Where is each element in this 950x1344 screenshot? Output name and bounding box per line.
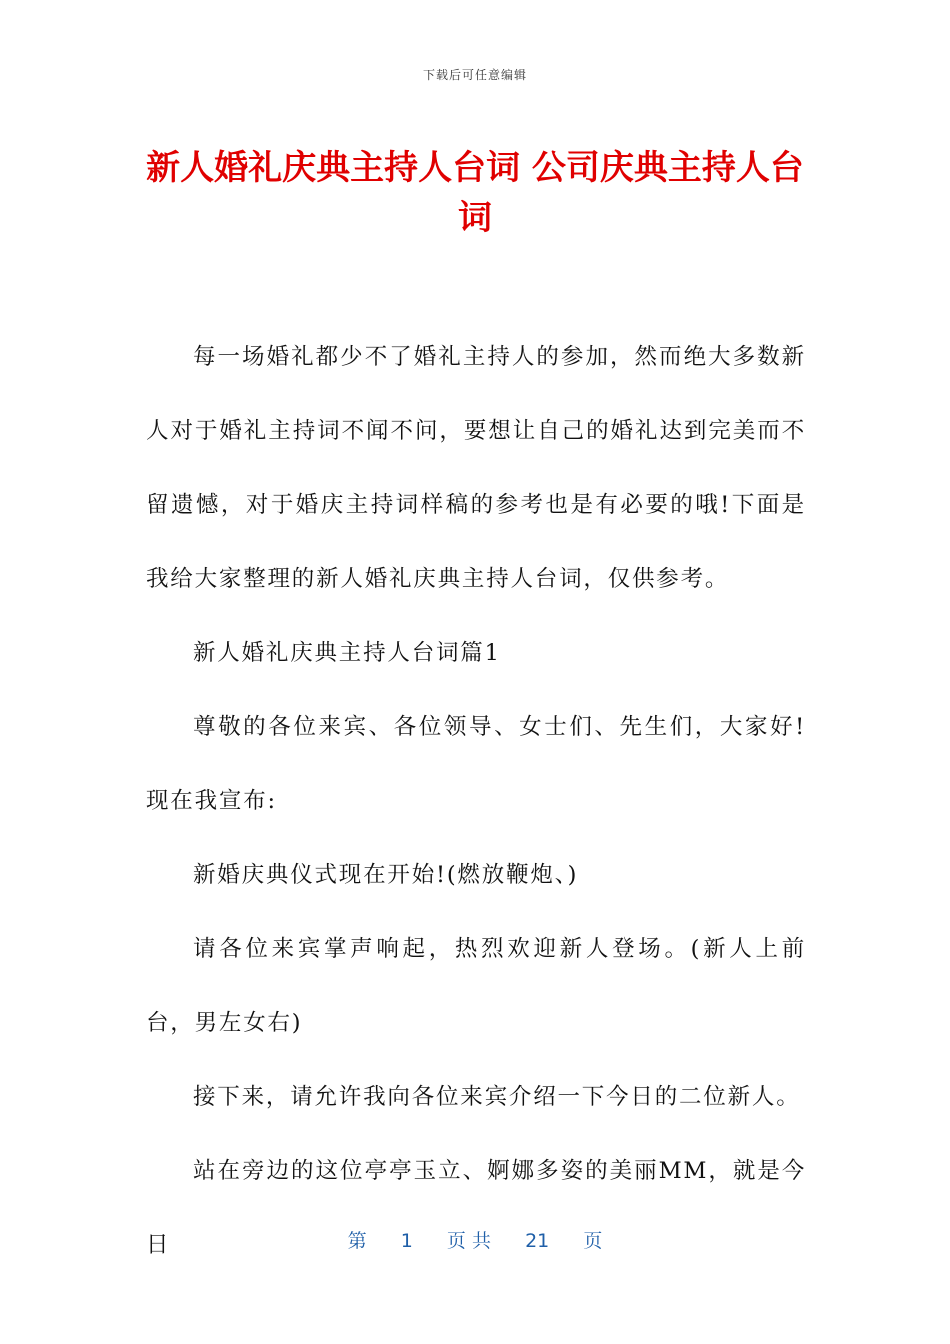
paragraph-welcome: 请各位来宾掌声响起，热烈欢迎新人登场。(新人上前台，男左女右) (146, 936, 806, 1036)
footer-current-page: 1 (400, 1230, 413, 1252)
paragraph-bride: 站在旁边的这位亭亭玉立、婀娜多姿的美丽MM，就是今日 (146, 1158, 806, 1258)
paragraph-intro: 每一场婚礼都少不了婚礼主持人的参加，然而绝大多数新人对于婚礼主持词不闻不问，要想让自己的婚礼达到完美而不留遗憾，对于婚庆主持词样稿的参考也是有必要的哦!下面是我给大家整理的新人婚礼庆典主持人台词，仅供参考。 (146, 344, 806, 592)
section-heading: 新人婚礼庆典主持人台词篇1 (193, 640, 501, 666)
header-note: 下载后可任意编辑 (422, 68, 527, 82)
page-footer (0, 1226, 950, 1253)
footer-suffix: 页 (583, 1230, 603, 1252)
footer-prefix: 第 (347, 1230, 367, 1252)
paragraph-greeting: 尊敬的各位来宾、各位领导、女士们、先生们，大家好!现在我宣布: (146, 714, 806, 814)
paragraph-ceremony-start: 新婚庆典仪式现在开始!(燃放鞭炮、) (193, 862, 579, 888)
footer-total-pages: 21 (525, 1230, 550, 1252)
document-body (146, 320, 806, 1282)
footer-middle: 页 共 (446, 1230, 491, 1252)
document-title: 新人婚礼庆典主持人台词 公司庆典主持人台词 (146, 148, 804, 238)
paragraph-introduction: 接下来，请允许我向各位来宾介绍一下今日的二位新人。 (193, 1084, 801, 1110)
